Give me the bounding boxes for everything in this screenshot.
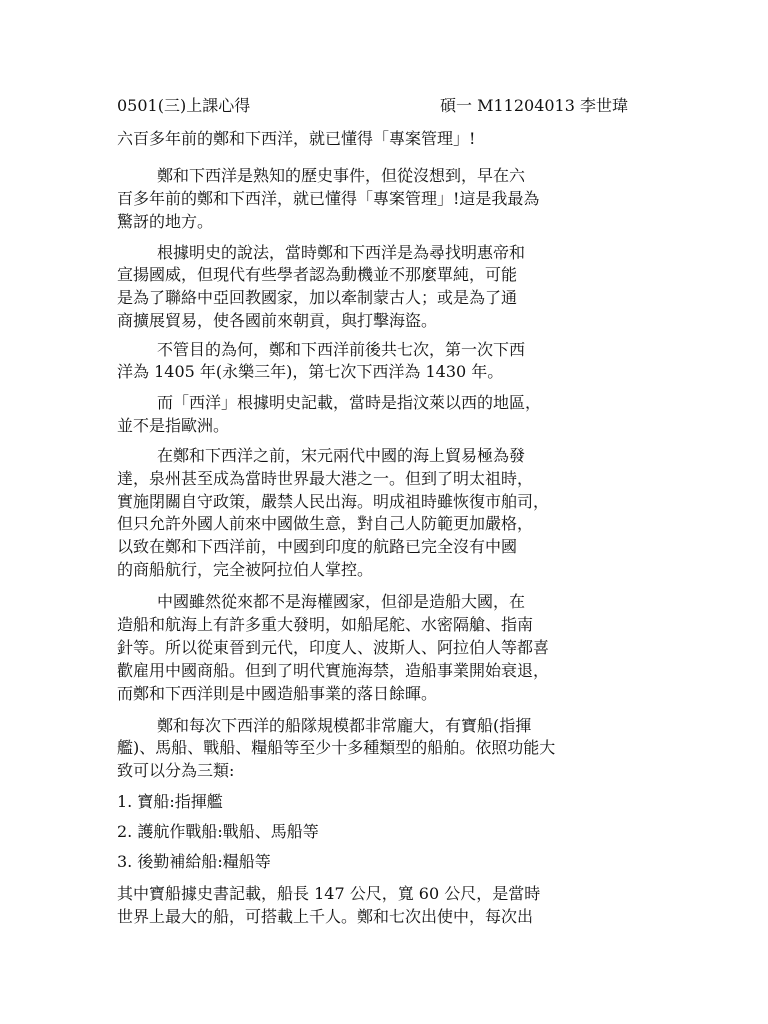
header-student-info: 碩一 M11204013 李世瑋 (440, 96, 628, 115)
paragraph-line: 但只允許外國人前來中國做生意，對自己人防範更加嚴格， (117, 514, 534, 533)
paragraph-line: 商擴展貿易，使各國前來朝貢，與打擊海盜。 (117, 311, 438, 330)
document-title: 六百多年前的鄭和下西洋，就已懂得「專案管理」! (117, 129, 476, 148)
paragraph-line: 的商船航行，完全被阿拉伯人掌控。 (117, 560, 374, 579)
paragraph-line: 實施閉關自守政策，嚴禁人民出海。明成祖時雖恢復市舶司， (117, 492, 550, 511)
paragraph-line: 而「西洋」根據明史記載，當時是指汶萊以西的地區， (157, 393, 542, 412)
list-item: 2. 護航作戰船:戰船、馬船等 (117, 822, 319, 841)
paragraph-line: 驚訝的地方。 (117, 212, 214, 231)
paragraph-line: 而鄭和下西洋則是中國造船事業的落日餘暉。 (117, 684, 438, 703)
paragraph-line: 其中寶船據史書記載，船長 147 公尺，寬 60 公尺，是當時 (117, 884, 541, 903)
paragraph-line: 艦)、馬船、戰船、糧船等至少十多種類型的船舶。依照功能大 (117, 738, 556, 757)
paragraph-line: 世界上最大的船，可搭載上千人。鄭和七次出使中，每次出 (117, 907, 534, 926)
list-item: 3. 後勤補給船:糧船等 (117, 852, 271, 871)
paragraph-line: 鄭和下西洋是熟知的歷史事件，但從沒想到，早在六 (157, 166, 526, 185)
paragraph-line: 並不是指歐洲。 (117, 416, 230, 435)
paragraph-line: 以致在鄭和下西洋前，中國到印度的航路已完全沒有中國 (117, 537, 518, 556)
paragraph-line: 宣揚國威，但現代有些學者認為動機並不那麼單純，可能 (117, 265, 518, 284)
paragraph-line: 在鄭和下西洋之前，宋元兩代中國的海上貿易極為發 (157, 446, 526, 465)
paragraph-line: 鄭和每次下西洋的船隊規模都非常龐大，有寶船(指揮 (157, 716, 532, 735)
paragraph-line: 百多年前的鄭和下西洋，就已懂得「專案管理」!這是我最為 (117, 189, 540, 208)
paragraph-line: 針等。所以從東晉到元代，印度人、波斯人、阿拉伯人等都喜 (117, 638, 550, 657)
paragraph-line: 中國雖然從來都不是海權國家，但卻是造船大國，在 (157, 592, 526, 611)
list-item: 1. 寶船:指揮艦 (117, 792, 223, 811)
paragraph-line: 不管目的為何，鄭和下西洋前後共七次，第一次下西 (157, 340, 526, 359)
paragraph-line: 歡雇用中國商船。但到了明代實施海禁，造船事業開始衰退， (117, 661, 550, 680)
paragraph-line: 致可以分為三類: (117, 761, 235, 780)
paragraph-line: 是為了聯絡中亞回教國家，加以牽制蒙古人；或是為了通 (117, 288, 518, 307)
paragraph-line: 達，泉州甚至成為當時世界最大港之一。但到了明太祖時， (117, 469, 534, 488)
paragraph-line: 洋為 1405 年(永樂三年)，第七次下西洋為 1430 年。 (117, 362, 504, 381)
header-course-info: 0501(三)上課心得 (117, 96, 251, 115)
paragraph-line: 造船和航海上有許多重大發明，如船尾舵、水密隔艙、指南 (117, 615, 534, 634)
paragraph-line: 根據明史的說法，當時鄭和下西洋是為尋找明惠帝和 (157, 243, 526, 262)
